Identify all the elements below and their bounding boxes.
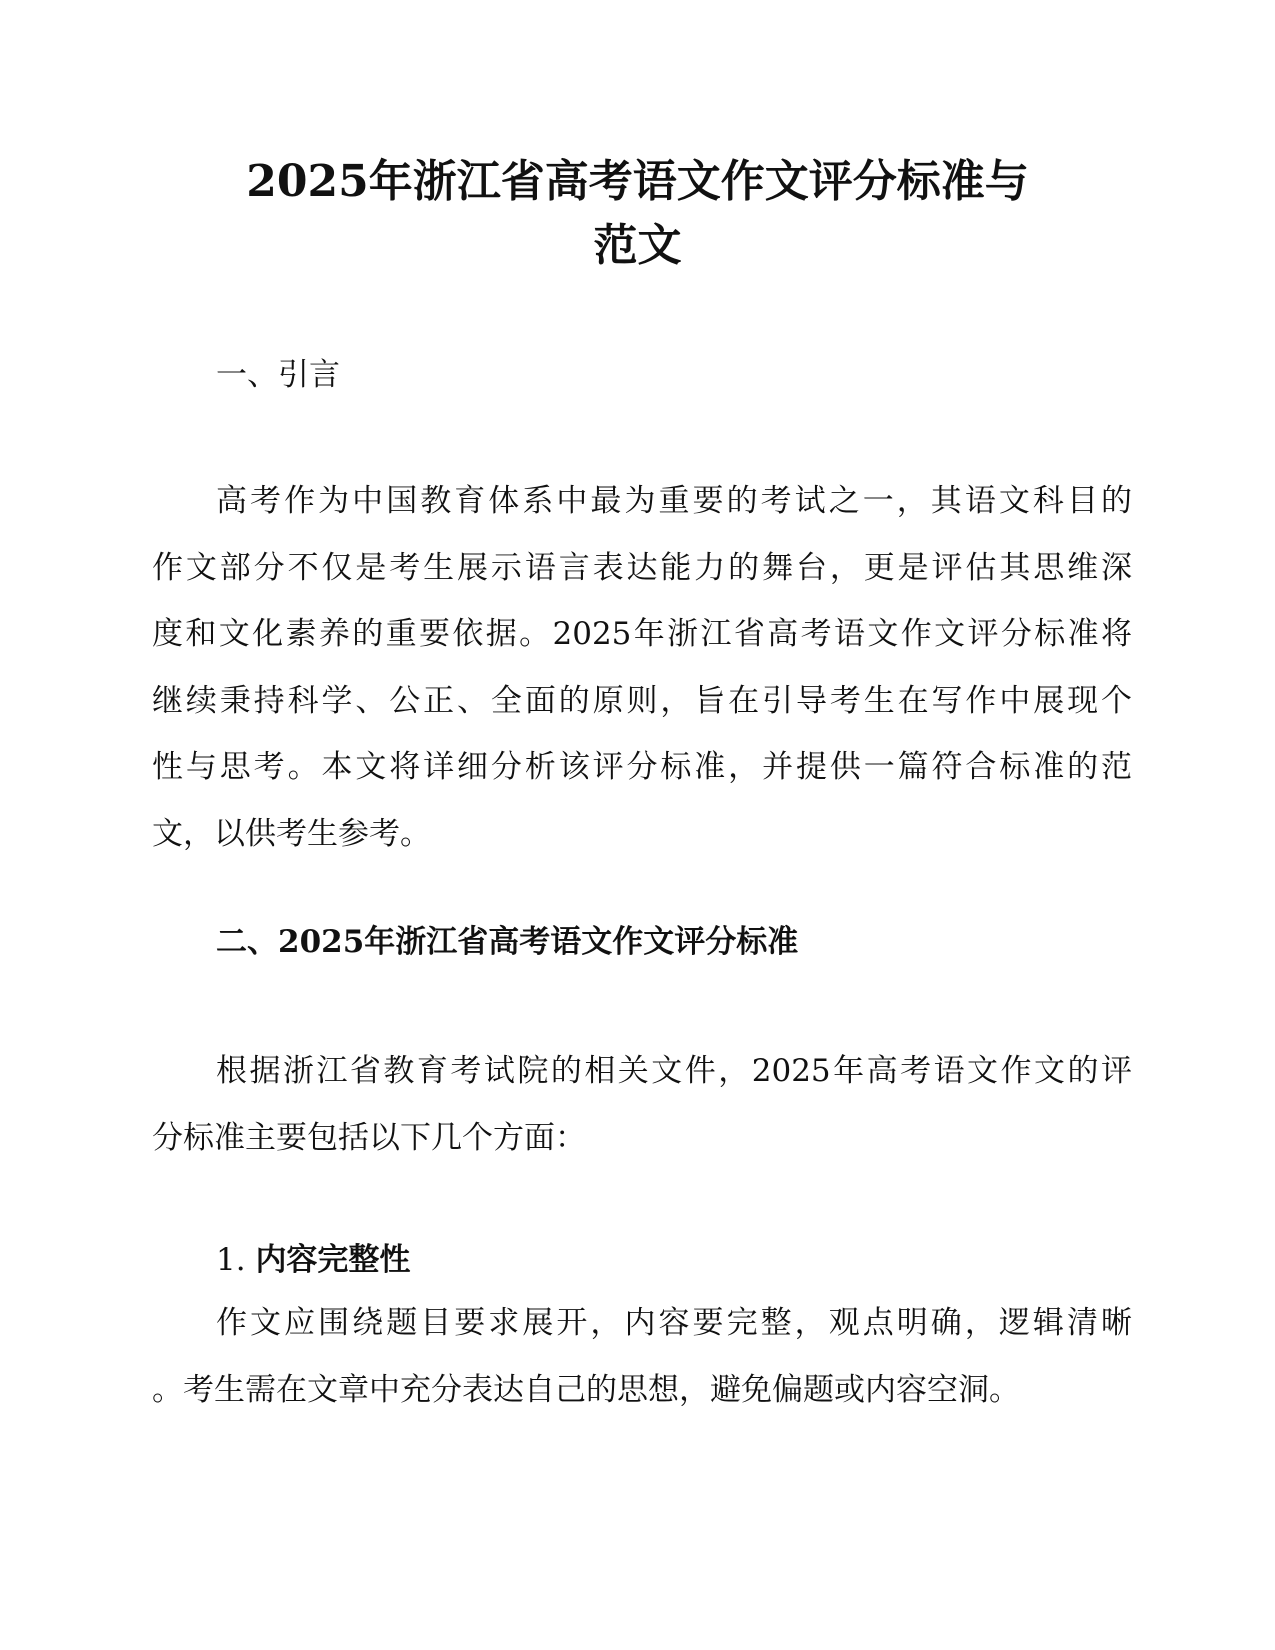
item1-line: 。考生需在文章中充分表达自己的思想，避免偏题或内容空洞。 [152,1371,1020,1408]
item-number: 1. [216,1242,256,1278]
intro-line: 度和文化素养的重要依据。2025年浙江省高考语文作文评分标准将 [152,616,1132,652]
intro-line: 继续秉持科学、公正、全面的原则，旨在引导考生在写作中展现个 [152,682,1132,719]
intro-paragraph [152,468,1132,867]
item1-line: 作文应围绕题目要求展开，内容要完整，观点明确，逻辑清晰 [216,1305,1132,1341]
intro-line: 高考作为中国教育体系中最为重要的考试之一，其语文科目的 [216,483,1132,519]
standard-intro-line: 根据浙江省教育考试院的相关文件，2025年高考语文作文的评 [216,1053,1132,1089]
item-title: 内容完整性 [255,1242,411,1278]
title-line-1: 2025年浙江省高考语文作文评分标准与 [246,156,1029,207]
section-heading-scoring-standard: 二、2025年浙江省高考语文作文评分标准 [216,924,799,960]
item-heading-content-completeness [216,1240,410,1280]
intro-line: 文，以供考生参考。 [152,815,431,852]
title-line-2: 范文 [593,220,682,271]
item1-paragraph [152,1290,1132,1423]
section-heading-introduction: 一、引言 [216,357,340,393]
intro-line: 作文部分不仅是考生展示语言表达能力的舞台，更是评估其思维深 [152,549,1132,586]
standard-intro-paragraph [152,1038,1132,1171]
intro-line: 性与思考。本文将详细分析该评分标准，并提供一篇符合标准的范 [152,749,1132,785]
standard-intro-line: 分标准主要包括以下几个方面： [152,1119,586,1156]
document-title [150,150,1125,278]
